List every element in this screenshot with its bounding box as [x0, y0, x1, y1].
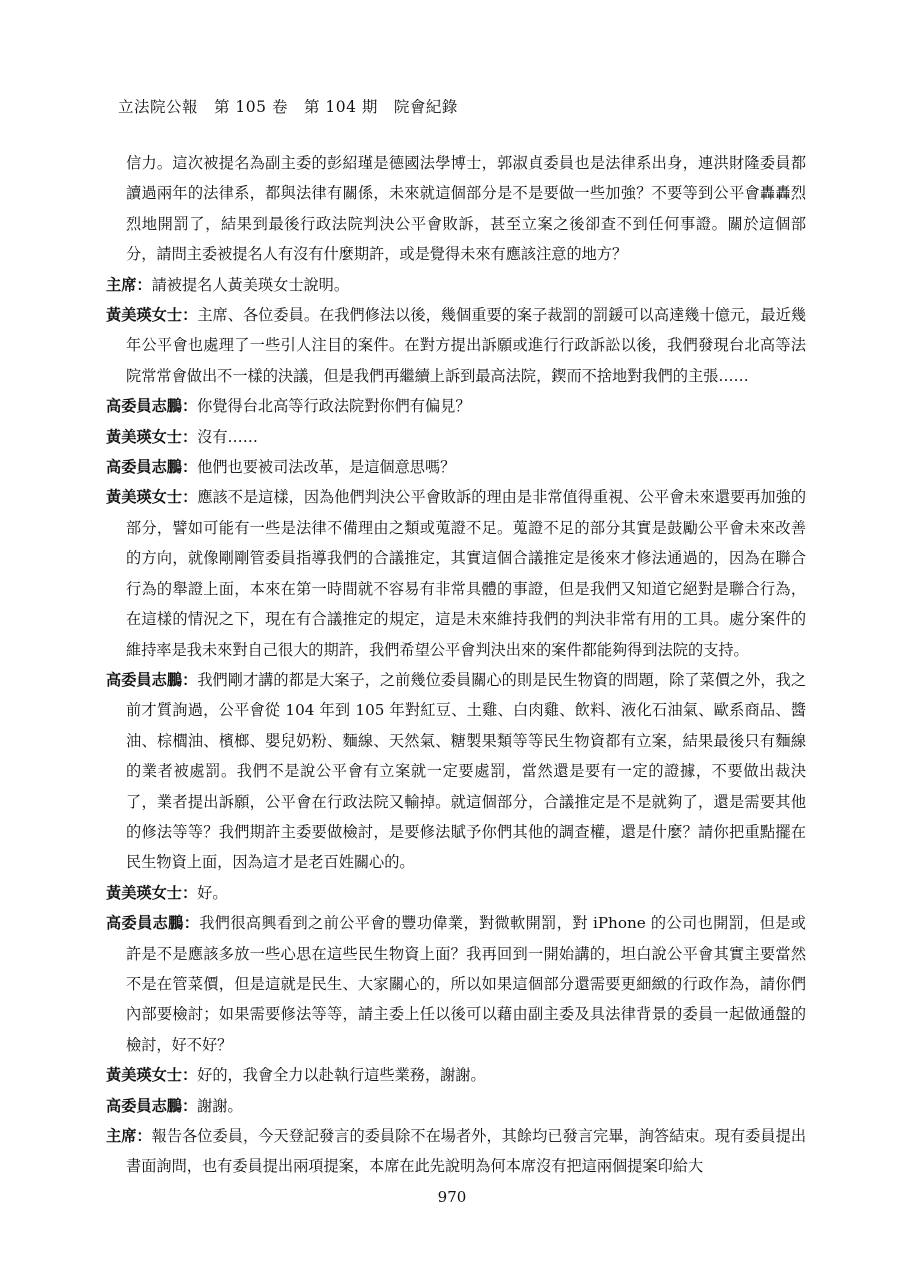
- transcript-paragraph: [106, 1121, 806, 1182]
- speaker-label: 黃美瑛女士：: [106, 427, 198, 446]
- paragraph-text: 你覺得台北高等行政法院對你們有偏見？: [197, 397, 471, 416]
- paragraph-text: 請被提名人黃美瑛女士說明。: [151, 275, 349, 294]
- transcript-paragraph: [106, 452, 806, 482]
- paragraph-text: 謝謝。: [197, 1096, 243, 1115]
- transcript-paragraph: [106, 878, 806, 908]
- paragraph-text: 主席、各位委員。在我們修法以後，幾個重要的案子裁罰的罰鍰可以高達幾十億元，最近幾年公平會也處理了一些引人注目的案件。在對方提出訴願或進行行政訴訟以後，我們發現台北高等法院常常會做出不一樣的決議，但是我們再繼續上訴到最高法院，鍥而不捨地對我們的主張……: [126, 306, 807, 385]
- speaker-label: 主席：: [106, 1127, 152, 1145]
- transcript-paragraph: [106, 270, 806, 300]
- paragraph-text: 沒有……: [197, 427, 258, 446]
- transcript-body: [106, 148, 806, 1182]
- transcript-paragraph: [106, 422, 806, 452]
- paragraph-text: 他們也要被司法改革，是這個意思嗎？: [197, 458, 456, 477]
- speaker-label: 高委員志鵬：: [106, 914, 200, 933]
- paragraph-text: 信力。這次被提名為副主委的彭紹瑾是德國法學博士，郭淑貞委員也是法律系出身，連洪財隆委員都讀過兩年的法律系，都與法律有關係，未來就這個部分是不是要做一些加強？不要等到公平會轟轟烈烈地開罰了，結果到最後行政法院判決公平會敗訴，甚至立案之後卻查不到任何事證。關於這個部分，請問主委被提名人有沒有什麼期許，或是覺得未來有應該注意的地方？: [126, 154, 806, 264]
- paragraph-text: 我們剛才講的都是大案子，之前幾位委員關心的則是民生物資的問題，除了菜價之外，我之前才質詢過，公平會從 104 年到 105 年對紅豆、土雞、白肉雞、飲料、液化石油氣、歐系商品、醬油、棕櫚油、檳榔、嬰兒奶粉、麵線、天然氣、糖製果類等等民生物資都有立案，結果最後只有麵線的業者被處罰。我們不是說公平會有立案就一定要處罰，當然還是要有一定的證據，不要做出裁決了，業者提出訴願，公平會在行政法院又輸掉。就這個部分，合議推定是不是就夠了，還是需要其他的修法等等？我們期許主委要做檢討，是要修法賦予你們其他的調查權，還是什麼？請你把重點擺在民生物資上面，因為這才是老百姓關心的。: [126, 670, 807, 872]
- transcript-paragraph: [106, 391, 806, 421]
- page-number: 970: [437, 1188, 467, 1206]
- speaker-label: 高委員志鵬：: [106, 397, 198, 416]
- transcript-paragraph: [106, 665, 806, 878]
- speaker-label: 黃美瑛女士：: [106, 488, 198, 507]
- speaker-label: 高委員志鵬：: [106, 670, 198, 689]
- paragraph-text: 好。: [197, 883, 228, 902]
- paragraph-text: 報告各位委員，今天登記發言的委員除不在場者外，其餘均已發言完畢，詢答結束。現有委員提出書面詢問，也有委員提出兩項提案，本席在此先說明為何本席沒有把這兩個提案印給大: [126, 1127, 807, 1176]
- running-header: 立法院公報 第 105 卷 第 104 期 院會紀錄: [118, 98, 458, 116]
- paragraph-text: 好的，我會全力以赴執行這些業務，謝謝。: [197, 1066, 486, 1085]
- transcript-paragraph: [106, 482, 806, 664]
- speaker-label: 高委員志鵬：: [106, 1096, 198, 1115]
- paragraph-text: 應該不是這樣，因為他們判決公平會敗訴的理由是非常值得重視、公平會未來還要再加強的部分，譬如可能有一些是法律不備理由之類或蒐證不足。蒐證不足的部分其實是鼓勵公平會未來改善的方向，就像剛剛管委員指導我們的合議推定，其實這個合議推定是後來才修法通過的，因為在聯合行為的舉證上面，本來在第一時間就不容易有非常具體的事證，但是我們又知道它絕對是聯合行為，在這樣的情況之下，現在有合議推定的規定，這是未來維持我們的判決非常有用的工具。處分案件的維持率是我未來對自己很大的期許，我們希望公平會判決出來的案件都能夠得到法院的支持。: [126, 488, 807, 659]
- transcript-paragraph: [106, 1060, 806, 1090]
- speaker-label: 主席：: [106, 275, 152, 294]
- transcript-paragraph: [106, 1091, 806, 1121]
- transcript-paragraph: [106, 300, 806, 391]
- transcript-paragraph: [106, 908, 806, 1060]
- speaker-label: 高委員志鵬：: [106, 458, 198, 477]
- speaker-label: 黃美瑛女士：: [106, 883, 198, 902]
- speaker-label: 黃美瑛女士：: [106, 1066, 198, 1085]
- speaker-label: 黃美瑛女士：: [106, 306, 198, 325]
- transcript-paragraph: [106, 148, 806, 270]
- paragraph-text: 我們很高興看到之前公平會的豐功偉業，對微軟開罰，對 iPhone 的公司也開罰，但是或許是不是應該多放一些心思在這些民生物資上面？我再回到一開始講的，坦白說公平會其實主要當然不是在管菜價，但是這就是民生、大家關心的，所以如果這個部分還需要更細緻的行政作為，請你們內部要檢討；如果需要修法等等，請主委上任以後可以藉由副主委及具法律背景的委員一起做通盤的檢討，好不好？: [126, 914, 806, 1054]
